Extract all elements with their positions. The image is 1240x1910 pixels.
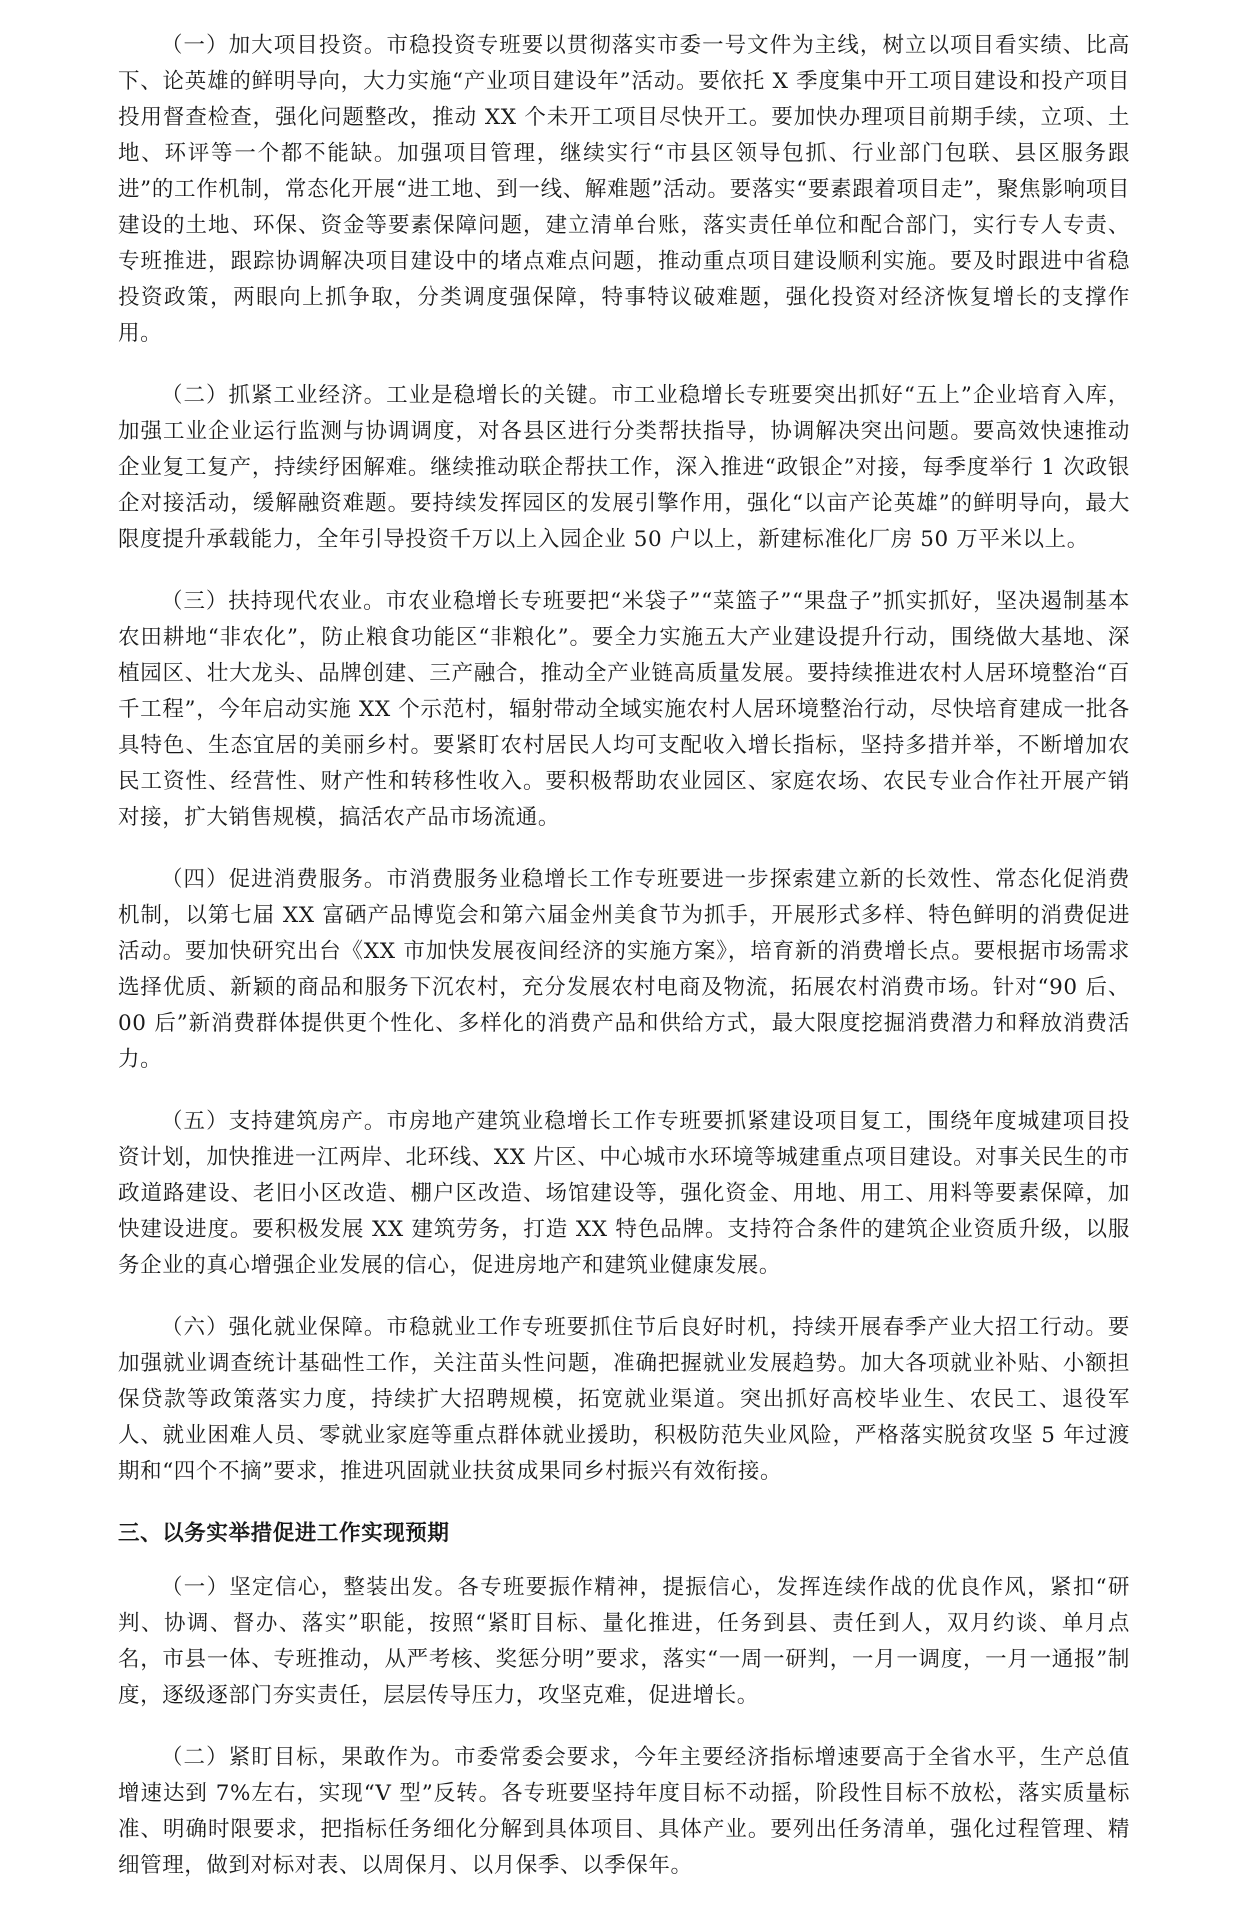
paragraph-project-investment: （一）加大项目投资。市稳投资专班要以贯彻落实市委一号文件为主线，树立以项目看实绩、比高下、论英雄的鲜明导向，大力实施“产业项目建设年”活动。要依托 X 季度集中开工项目建设和投产项目投用督查检查，强化问题整改，推动 XX 个未开工项目尽快开工。要加快办理项目前期手续，立项、土地、环评等一个都不能缺。加强项目管理，继续实行“市县区领导包抓、行业部门包联、县区服务跟进”的工作机制，常态化开展“进工地、到一线、解难题”活动。要落实“要素跟着项目走”，聚焦影响项目建设的土地、环保、资金等要素保障问题，建立清单台账，落实责任单位和配合部门，实行专人专责、专班推进，跟踪协调解决项目建设中的堵点难点问题，推动重点项目建设顺利实施。要及时跟进中省稳投资政策，两眼向上抓争取，分类调度强保障，特事特议破难题，强化投资对经济恢复增长的支撑作用。: [118, 33, 1130, 346]
paragraph-industrial-economy: （二）抓紧工业经济。工业是稳增长的关键。市工业稳增长专班要突出抓好“五上”企业培育入库，加强工业企业运行监测与协调调度，对各县区进行分类帮扶指导，协调解决突出问题。要高效快速推动企业复工复产，持续纾困解难。继续推动联企帮扶工作，深入推进“政银企”对接，每季度举行 1 次政银企对接活动，缓解融资难题。要持续发挥园区的发展引擎作用，强化“以亩产论英雄”的鲜明导向，最大限度提升承载能力，全年引导投资千万以上入园企业 50 户以上，新建标准化厂房 50 万平米以上。: [118, 383, 1130, 552]
paragraph-confidence: （一）坚定信心，整装出发。各专班要振作精神，提振信心，发挥连续作战的优良作风，紧扣“研判、协调、督办、落实”职能，按照“紧盯目标、量化推进，任务到县、责任到人，双月约谈、单月点名，市县一体、专班推动，从严考核、奖惩分明”要求，落实“一周一研判，一月一调度，一月一通报”制度，逐级逐部门夯实责任，层层传导压力，攻坚克难，促进增长。: [118, 1575, 1130, 1708]
paragraph-modern-agriculture: （三）扶持现代农业。市农业稳增长专班要把“米袋子”“菜篮子”“果盘子”抓实抓好，坚决遏制基本农田耕地“非农化”，防止粮食功能区“非粮化”。要全力实施五大产业建设提升行动，围绕做大基地、深植园区、壮大龙头、品牌创建、三产融合，推动全产业链高质量发展。要持续推进农村人居环境整治“百千工程”，今年启动实施 XX 个示范村，辐射带动全域实施农村人居环境整治行动，尽快培育建成一批各具特色、生态宜居的美丽乡村。要紧盯农村居民人均可支配收入增长指标，坚持多措并举，不断增加农民工资性、经营性、财产性和转移性收入。要积极帮助农业园区、家庭农场、农民专业合作社开展产销对接，扩大销售规模，搞活农产品市场流通。: [118, 589, 1130, 830]
section-heading: 三、以务实举措促进工作实现预期: [118, 1521, 450, 1546]
paragraph-consumption-services: （四）促进消费服务。市消费服务业稳增长工作专班要进一步探索建立新的长效性、常态化促消费机制，以第七届 XX 富硒产品博览会和第六届金州美食节为抓手，开展形式多样、特色鲜明的消费促进活动。要加快研究出台《XX 市加快发展夜间经济的实施方案》，培育新的消费增长点。要根据市场需求选择优质、新颖的商品和服务下沉农村，充分发展农村电商及物流，拓展农村消费市场。针对“90 后、00 后”新消费群体提供更个性化、多样化的消费产品和供给方式，最大限度挖掘消费潜力和释放消费活力。: [118, 867, 1130, 1072]
paragraph-employment-security: （六）强化就业保障。市稳就业工作专班要抓住节后良好时机，持续开展春季产业大招工行动。要加强就业调查统计基础性工作，关注苗头性问题，准确把握就业发展趋势。加大各项就业补贴、小额担保贷款等政策落实力度，持续扩大招聘规模，拓宽就业渠道。突出抓好高校毕业生、农民工、退役军人、就业困难人员、零就业家庭等重点群体就业援助，积极防范失业风险，严格落实脱贫攻坚 5 年过渡期和“四个不摘”要求，推进巩固就业扶贫成果同乡村振兴有效衔接。: [118, 1315, 1130, 1484]
document-body: [118, 28, 1130, 1910]
paragraph-construction-real-estate: （五）支持建筑房产。市房地产建筑业稳增长工作专班要抓紧建设项目复工，围绕年度城建项目投资计划，加快推进一江两岸、北环线、XX 片区、中心城市水环境等城建重点项目建设。对事关民生的市政道路建设、老旧小区改造、棚户区改造、场馆建设等，强化资金、用地、用工、用料等要素保障，加快建设进度。要积极发展 XX 建筑劳务，打造 XX 特色品牌。支持符合条件的建筑企业资质升级，以服务企业的真心增强企业发展的信心，促进房地产和建筑业健康发展。: [118, 1109, 1130, 1278]
paragraph-targets: （二）紧盯目标，果敢作为。市委常委会要求，今年主要经济指标增速要高于全省水平，生产总值增速达到 7%左右，实现“V 型”反转。各专班要坚持年度目标不动摇，阶段性目标不放松，落实质量标准、明确时限要求，把指标任务细化分解到具体项目、具体产业。要列出任务清单，强化过程管理、精细管理，做到对标对表、以周保月、以月保季、以季保年。: [118, 1745, 1130, 1878]
